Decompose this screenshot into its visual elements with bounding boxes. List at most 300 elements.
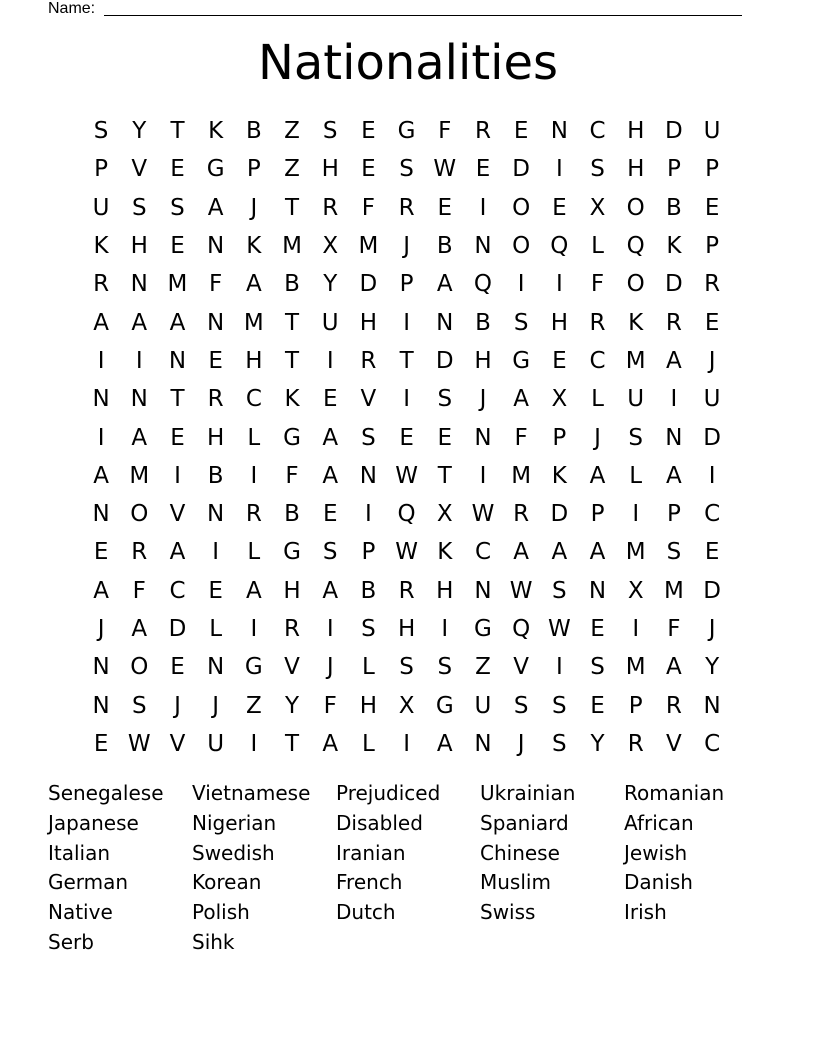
grid-cell: E [170, 654, 185, 681]
grid-cell: N [588, 577, 607, 604]
grid-cell: R [704, 271, 721, 298]
grid-cell: P [246, 156, 261, 183]
grid-cell: S [513, 692, 529, 719]
grid-cell: D [550, 501, 569, 528]
grid-cell: P [94, 156, 109, 183]
word-list-item: Vietnamese [192, 781, 311, 805]
word-list-item: Spaniard [480, 810, 569, 835]
grid-cell: S [552, 692, 567, 719]
grid-cell: W [395, 462, 418, 489]
grid-cell: W [433, 156, 457, 183]
grid-cell: N [168, 347, 187, 374]
grid-cell: T [399, 347, 414, 374]
grid-cell: H [359, 692, 378, 719]
grid-cell: B [207, 462, 224, 489]
grid-cell: L [209, 616, 223, 642]
grid-cell: G [283, 539, 301, 566]
grid-cell: E [437, 424, 453, 451]
grid-cell: U [321, 309, 339, 336]
grid-cell: H [207, 424, 225, 451]
grid-cell: G [244, 654, 263, 681]
grid-cell: V [131, 156, 148, 183]
grid-cell: O [130, 654, 149, 681]
grid-cell: D [703, 424, 721, 451]
grid-cell: N [550, 118, 568, 145]
word-list-item: Muslim [480, 870, 551, 895]
grid-cell: S [399, 156, 414, 183]
grid-cell: I [250, 730, 258, 757]
grid-cell: X [589, 194, 606, 221]
grid-cell: E [361, 156, 376, 183]
grid-cell: S [361, 424, 376, 451]
grid-cell: U [474, 692, 492, 719]
grid-cell: B [666, 194, 682, 221]
word-list-item: Nigerian [192, 810, 277, 835]
word-list-item: Senegalese [48, 781, 164, 805]
grid-cell: N [207, 309, 225, 336]
grid-cell: I [212, 539, 220, 566]
grid-cell: R [398, 194, 415, 221]
grid-cell: M [625, 654, 646, 681]
letter-grid [82, 112, 731, 763]
grid-cell: F [323, 692, 337, 719]
grid-cell: A [322, 424, 339, 451]
grid-cell: F [285, 462, 299, 489]
grid-cell: R [245, 501, 262, 528]
grid-cell: I [403, 309, 410, 336]
grid-cell: T [285, 347, 300, 374]
grid-cell: P [399, 271, 414, 298]
grid-cell: B [245, 118, 262, 145]
word-list-item: Iranian [336, 840, 406, 865]
word-list-item: Italian [48, 840, 111, 865]
grid-cell: S [552, 730, 567, 757]
grid-cell: G [206, 156, 225, 183]
grid-cell: S [93, 118, 109, 145]
grid-cell: I [365, 501, 372, 528]
grid-cell: A [245, 577, 262, 604]
grid-cell: U [703, 118, 721, 145]
grid-cell: B [360, 577, 377, 604]
word-list-item: Ukrainian [480, 781, 576, 805]
grid-cell: A [551, 539, 568, 566]
grid-cell: P [552, 424, 567, 451]
grid-cell: M [282, 233, 302, 260]
grid-cell: E [513, 118, 529, 145]
grid-cell: S [552, 577, 567, 604]
grid-cell: V [513, 654, 530, 681]
grid-cell: E [590, 616, 605, 642]
grid-cell: T [170, 386, 185, 413]
word-list-item: Korean [192, 870, 262, 895]
grid-cell: P [705, 233, 720, 260]
word-list-item: Irish [624, 900, 667, 925]
grid-cell: K [628, 309, 644, 336]
grid-cell: E [552, 347, 567, 374]
grid-cell: E [437, 194, 453, 221]
grid-cell: R [93, 271, 110, 298]
grid-cell: X [322, 233, 339, 260]
grid-cell: T [437, 462, 452, 489]
grid-cell: Y [590, 730, 605, 757]
grid-cell: I [670, 386, 678, 413]
grid-cell: F [590, 271, 605, 298]
grid-cell: J [97, 616, 105, 642]
grid-cell: L [629, 462, 643, 489]
grid-cell: R [627, 730, 644, 757]
grid-cell: L [247, 539, 261, 566]
grid-cell: H [283, 577, 301, 604]
grid-cell: B [475, 309, 491, 336]
grid-cell: Q [550, 233, 569, 260]
grid-cell: M [167, 271, 188, 298]
grid-cell: S [590, 654, 605, 681]
grid-cell: H [321, 156, 339, 183]
grid-cell: D [703, 577, 721, 604]
grid-cell: J [594, 424, 601, 451]
grid-cell: M [243, 309, 264, 336]
grid-cell: H [436, 577, 454, 604]
grid-cell: C [169, 577, 186, 604]
grid-cell: J [174, 692, 181, 719]
page-title: Nationalities [257, 35, 559, 91]
word-list-item: Sihk [192, 929, 235, 954]
grid-cell: Y [285, 692, 300, 719]
grid-cell: R [474, 118, 491, 145]
word-list-item: Japanese [48, 810, 139, 835]
grid-cell: K [246, 233, 262, 260]
grid-cell: A [589, 539, 606, 566]
grid-cell: M [358, 233, 379, 260]
grid-cell: C [589, 118, 606, 145]
grid-cell: S [513, 309, 529, 336]
word-list-item: Romanian [624, 781, 725, 805]
grid-cell: C [474, 539, 491, 566]
grid-cell: J [708, 347, 716, 374]
grid-cell: N [474, 577, 492, 604]
grid-cell: A [322, 462, 339, 489]
grid-cell: H [627, 118, 645, 145]
grid-cell: P [628, 692, 643, 719]
grid-cell: Z [475, 654, 491, 681]
grid-cell: I [403, 386, 410, 413]
grid-cell: D [435, 347, 454, 374]
grid-cell: W [127, 730, 151, 757]
grid-cell: T [170, 118, 185, 145]
grid-cell: A [589, 462, 606, 489]
grid-cell: X [627, 577, 644, 604]
grid-cell: S [628, 424, 644, 451]
grid-cell: H [397, 616, 416, 642]
grid-cell: I [326, 347, 334, 374]
grid-cell: R [665, 692, 682, 719]
grid-cell: N [474, 730, 492, 757]
grid-cell: J [250, 194, 258, 221]
grid-cell: V [169, 501, 186, 528]
grid-cell: A [131, 309, 148, 336]
grid-cell: N [92, 654, 110, 681]
grid-cell: N [207, 233, 225, 260]
grid-cell: P [705, 156, 720, 183]
grid-cell: L [247, 424, 261, 451]
grid-cell: J [517, 730, 525, 757]
grid-cell: G [397, 118, 416, 145]
grid-cell: A [169, 309, 186, 336]
grid-cell: R [398, 577, 415, 604]
grid-cell: K [208, 118, 224, 145]
grid-cell: M [625, 347, 646, 374]
word-list-item: Swedish [192, 840, 275, 865]
grid-cell: W [471, 501, 495, 528]
grid-cell: K [284, 386, 300, 413]
grid-cell: A [131, 616, 148, 642]
grid-cell: R [284, 616, 301, 642]
grid-cell: E [475, 156, 491, 183]
grid-cell: G [474, 616, 492, 642]
grid-cell: I [97, 347, 105, 374]
grid-cell: W [509, 577, 533, 604]
grid-cell: E [170, 156, 185, 183]
grid-cell: H [627, 156, 645, 183]
grid-cell: I [479, 462, 487, 489]
grid-cell: K [666, 233, 682, 260]
grid-cell: F [438, 118, 452, 145]
grid-cell: G [512, 347, 531, 374]
grid-cell: V [284, 654, 300, 681]
grid-cell: X [551, 386, 568, 413]
grid-cell: S [666, 539, 682, 566]
grid-cell: U [207, 730, 225, 757]
grid-cell: F [132, 577, 146, 604]
word-list-item: Swiss [480, 900, 536, 925]
grid-cell: L [591, 386, 604, 413]
grid-cell: H [474, 347, 492, 374]
grid-cell: S [437, 654, 453, 681]
grid-cell: Z [245, 692, 262, 719]
grid-cell: A [169, 539, 186, 566]
grid-cell: V [169, 730, 186, 757]
grid-cell: R [322, 194, 339, 221]
grid-cell: C [704, 730, 721, 757]
grid-cell: I [517, 271, 525, 298]
grid-cell: C [704, 501, 721, 528]
grid-cell: A [322, 730, 339, 757]
grid-cell: U [703, 386, 721, 413]
grid-cell: Y [705, 654, 720, 681]
grid-cell: D [665, 271, 683, 298]
grid-cell: V [666, 730, 682, 757]
grid-cell: R [589, 309, 606, 336]
grid-cell: A [666, 654, 682, 681]
word-list-item: Native [48, 900, 113, 925]
grid-cell: B [436, 233, 453, 260]
grid-cell: I [479, 194, 487, 221]
grid-cell: U [92, 194, 110, 221]
grid-cell: S [437, 386, 453, 413]
grid-cell: N [207, 654, 225, 681]
grid-cell: T [285, 194, 300, 221]
grid-cell: U [627, 386, 645, 413]
grid-cell: E [170, 233, 185, 260]
grid-cell: O [626, 194, 645, 221]
grid-cell: I [555, 271, 563, 298]
grid-cell: N [436, 309, 454, 336]
grid-cell: E [704, 309, 720, 336]
grid-cell: I [555, 654, 563, 681]
grid-cell: W [395, 539, 418, 566]
word-list-item: French [336, 870, 403, 895]
word-list-item: Chinese [480, 840, 560, 865]
grid-cell: H [130, 233, 148, 260]
grid-cell: O [512, 194, 531, 221]
grid-cell: Q [512, 616, 531, 642]
grid-cell: Q [626, 233, 645, 260]
grid-cell: I [174, 462, 181, 489]
grid-cell: I [135, 347, 143, 374]
grid-cell: J [326, 654, 334, 681]
word-list-item: Disabled [336, 810, 423, 835]
name-underline [104, 15, 742, 16]
grid-cell: Z [284, 118, 300, 145]
grid-cell: L [361, 654, 375, 681]
word-list-item: German [48, 870, 129, 895]
grid-cell: A [436, 271, 453, 298]
grid-cell: P [666, 156, 681, 183]
grid-cell: S [322, 118, 338, 145]
grid-cell: R [131, 539, 148, 566]
grid-cell: G [435, 692, 454, 719]
grid-cell: E [208, 577, 223, 604]
grid-cell: N [130, 386, 148, 413]
grid-cell: M [625, 539, 646, 566]
grid-cell: D [168, 616, 187, 642]
grid-cell: M [511, 462, 532, 489]
word-list-item: Prejudiced [336, 781, 441, 805]
grid-cell: E [322, 386, 338, 413]
grid-cell: O [512, 233, 531, 260]
grid-cell: A [322, 577, 339, 604]
grid-cell: E [361, 118, 376, 145]
grid-cell: J [403, 233, 410, 260]
grid-cell: I [632, 616, 640, 642]
grid-cell: I [403, 730, 410, 757]
grid-cell: P [590, 501, 605, 528]
grid-cell: A [666, 347, 682, 374]
grid-cell: L [361, 730, 375, 757]
word-list-item: Dutch [336, 900, 396, 925]
grid-cell: I [326, 616, 334, 642]
name-field[interactable] [48, 0, 742, 18]
grid-cell: A [93, 462, 109, 489]
grid-cell: E [590, 692, 605, 719]
grid-cell: A [245, 271, 262, 298]
word-list-item: Danish [624, 870, 693, 895]
grid-cell: K [437, 539, 453, 566]
grid-cell: N [92, 386, 110, 413]
grid-cell: N [665, 424, 683, 451]
grid-cell: E [704, 539, 720, 566]
grid-cell: S [131, 194, 147, 221]
name-label: Name: [48, 0, 96, 17]
grid-cell: H [359, 309, 378, 336]
grid-cell: I [250, 462, 258, 489]
grid-cell: D [512, 156, 531, 183]
grid-cell: C [245, 386, 262, 413]
grid-cell: Y [132, 118, 147, 145]
word-list-item: African [624, 810, 694, 835]
grid-cell: A [513, 539, 530, 566]
grid-cell: B [284, 501, 300, 528]
grid-cell: D [359, 271, 378, 298]
grid-cell: D [665, 118, 683, 145]
grid-cell: Q [473, 271, 493, 298]
grid-cell: R [360, 347, 377, 374]
grid-cell: S [170, 194, 185, 221]
grid-cell: R [665, 309, 682, 336]
grid-cell: A [207, 194, 224, 221]
grid-cell: F [361, 194, 376, 221]
grid-cell: P [666, 501, 681, 528]
grid-cell: E [170, 424, 185, 451]
grid-cell: A [93, 309, 109, 336]
grid-cell: Z [284, 156, 300, 183]
grid-cell: R [207, 386, 224, 413]
grid-cell: I [555, 156, 563, 183]
grid-cell: I [97, 424, 105, 451]
grid-cell: N [703, 692, 721, 719]
grid-cell: A [513, 386, 530, 413]
grid-cell: J [212, 692, 220, 719]
word-list-item: Serb [48, 929, 94, 954]
grid-cell: N [207, 501, 225, 528]
grid-cell: Q [397, 501, 416, 528]
grid-cell: J [708, 616, 716, 642]
grid-cell: G [283, 424, 301, 451]
grid-cell: F [667, 616, 681, 642]
word-list-item: Jewish [624, 840, 688, 865]
grid-cell: H [550, 309, 568, 336]
grid-cell: E [552, 194, 567, 221]
grid-cell: S [399, 654, 414, 681]
grid-cell: O [626, 271, 645, 298]
grid-cell: W [547, 616, 571, 642]
grid-cell: X [436, 501, 453, 528]
grid-cell: I [708, 462, 716, 489]
grid-cell: O [130, 501, 149, 528]
grid-cell: C [589, 347, 606, 374]
grid-cell: H [245, 347, 263, 374]
grid-cell: N [92, 692, 110, 719]
grid-cell: T [285, 730, 300, 757]
word-list [48, 779, 768, 958]
grid-cell: K [551, 462, 567, 489]
grid-cell: S [322, 539, 338, 566]
grid-cell: T [285, 309, 300, 336]
grid-cell: Y [323, 271, 338, 298]
grid-cell: E [93, 539, 109, 566]
grid-cell: S [361, 616, 376, 642]
grid-cell: M [663, 577, 684, 604]
grid-cell: I [441, 616, 449, 642]
grid-cell: E [399, 424, 414, 451]
grid-cell: K [93, 233, 109, 260]
grid-cell: N [474, 233, 492, 260]
grid-cell: E [322, 501, 338, 528]
grid-cell: S [131, 692, 147, 719]
grid-cell: E [208, 347, 223, 374]
grid-cell: L [591, 233, 604, 260]
grid-cell: N [474, 424, 492, 451]
